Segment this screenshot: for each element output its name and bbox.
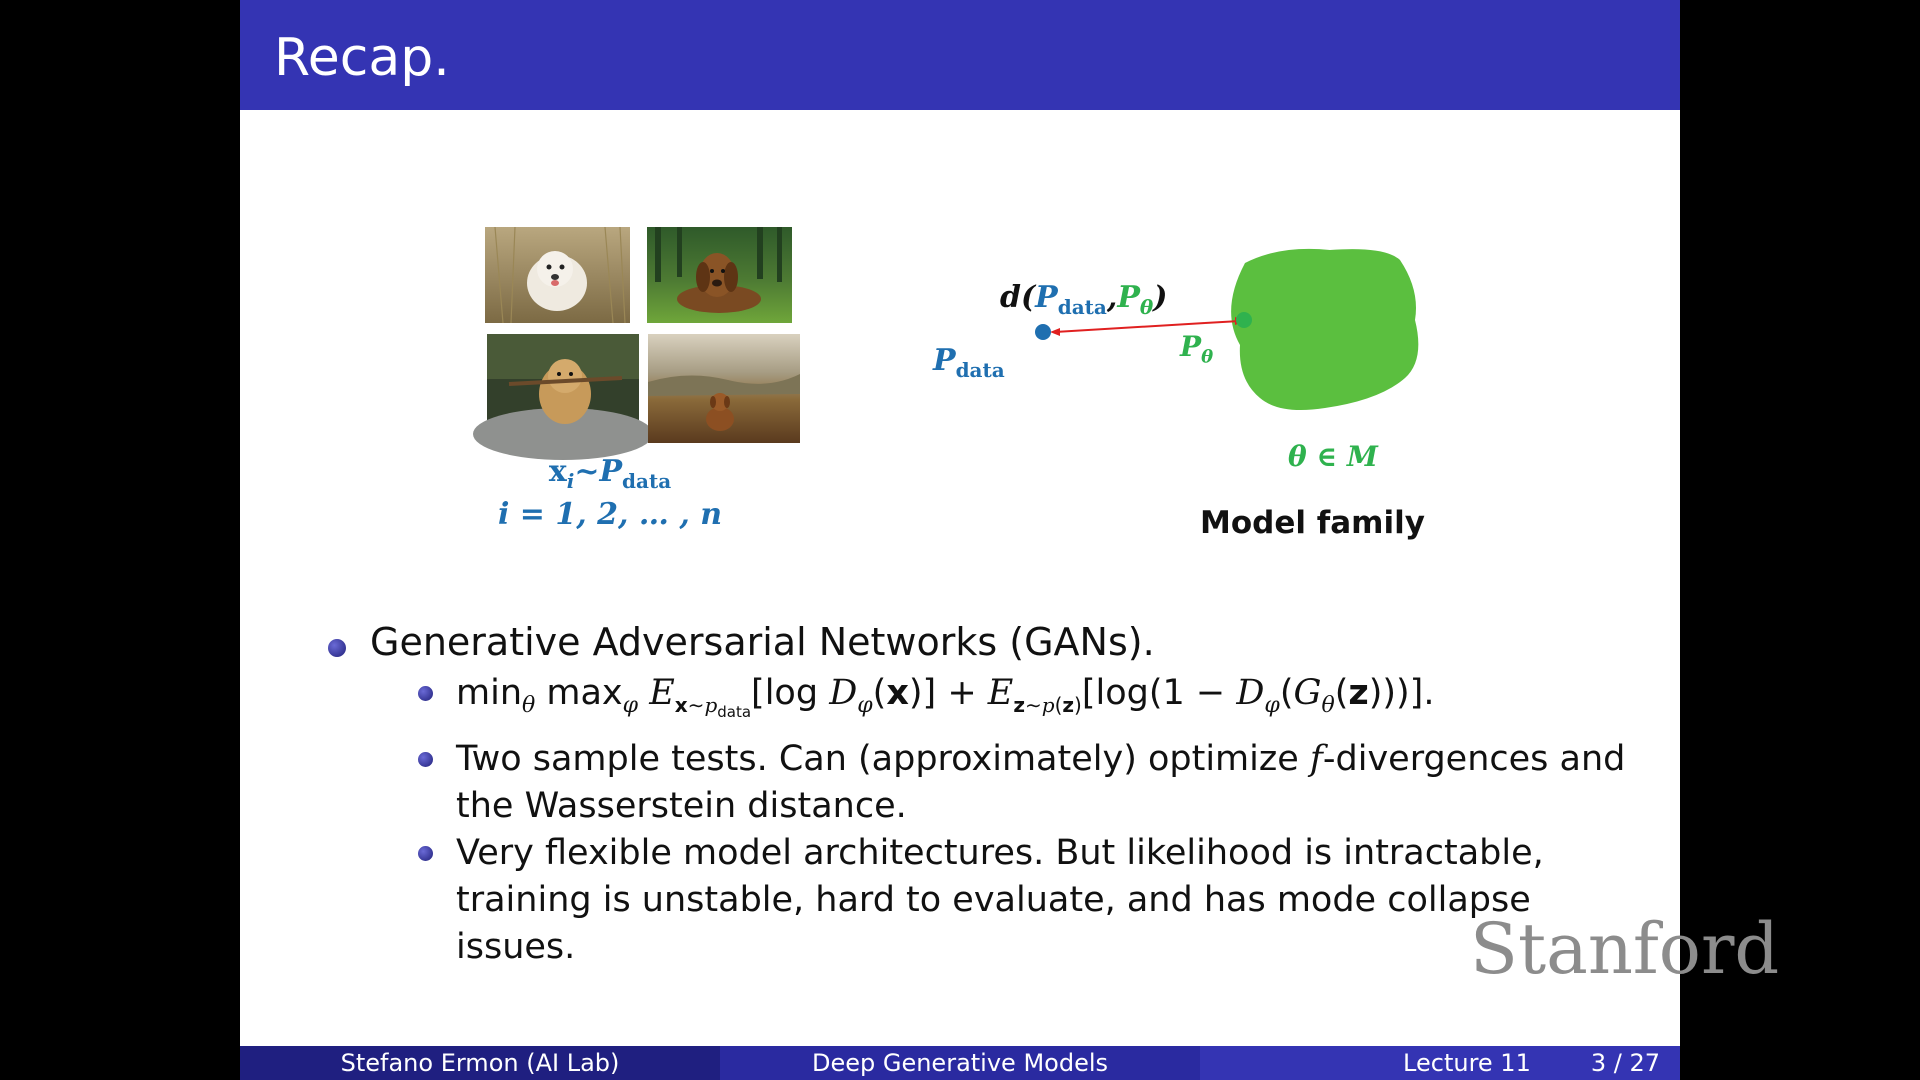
footer-lecture: Lecture 11	[1403, 1049, 1531, 1077]
dog-photo-4	[648, 334, 800, 443]
bullet-flexible-architectures: Very flexible model architectures. But likelihood is intractable, training is unstable, hard to evaluate, and has mode collapse issues.	[320, 830, 1660, 971]
bullet-icon	[418, 686, 433, 701]
model-family-blob	[1231, 249, 1418, 410]
stanford-watermark: Stanford	[1470, 908, 1780, 990]
bullet-minmax-objective	[320, 670, 1660, 736]
dog-photo-3	[487, 334, 639, 443]
footer-lecture-page	[1200, 1046, 1680, 1080]
ptheta-point	[1236, 312, 1252, 328]
footer-course: Deep Generative Models	[720, 1046, 1200, 1080]
samples-caption-line2: i = 1, 2, … , n	[497, 497, 723, 532]
pdata-label: $P_{data}$	[933, 343, 1005, 382]
bullet-gans: Generative Adversarial Networks (GANs).	[320, 620, 1660, 664]
bullet-two-sample-tests: Two sample tests. Can (approximately) optimize f-divergences and the Wasserstein distance.	[320, 736, 1660, 830]
dog-photo-1	[485, 227, 630, 323]
bullet-icon	[418, 752, 433, 767]
model-family-label: Model family	[1200, 505, 1425, 541]
samples-caption-line1: $x_i\sim P_{data}$	[548, 454, 672, 493]
dog-photo-2	[647, 227, 792, 323]
ptheta-label: $P_\theta$	[1180, 330, 1214, 368]
minmax-formula: $\min_\theta \max_\varphi E_{x\sim p_{data}}[\log$ $D_\varphi(x)] + E_{z\sim p(z)}[\log(1 - D_\varphi(G_\theta(z)))]$.	[456, 673, 1435, 721]
bullet-icon	[418, 846, 433, 861]
samples-caption	[440, 455, 780, 532]
distance-label: $d(P_{data},P_\theta)$	[1000, 280, 1168, 319]
footer-author: Stefano Ermon (AI Lab)	[240, 1046, 720, 1080]
bullet-list	[320, 620, 1660, 971]
footer-page-number: 3 / 27	[1590, 1049, 1660, 1077]
slide-title: Recap.	[274, 28, 450, 88]
slide	[240, 0, 1780, 1080]
footer	[240, 1046, 1680, 1080]
bullet-icon	[328, 639, 346, 657]
title-bar	[240, 0, 1680, 110]
theta-in-m-label: θ ∈ M	[1288, 440, 1378, 473]
pdata-point	[1035, 324, 1051, 340]
